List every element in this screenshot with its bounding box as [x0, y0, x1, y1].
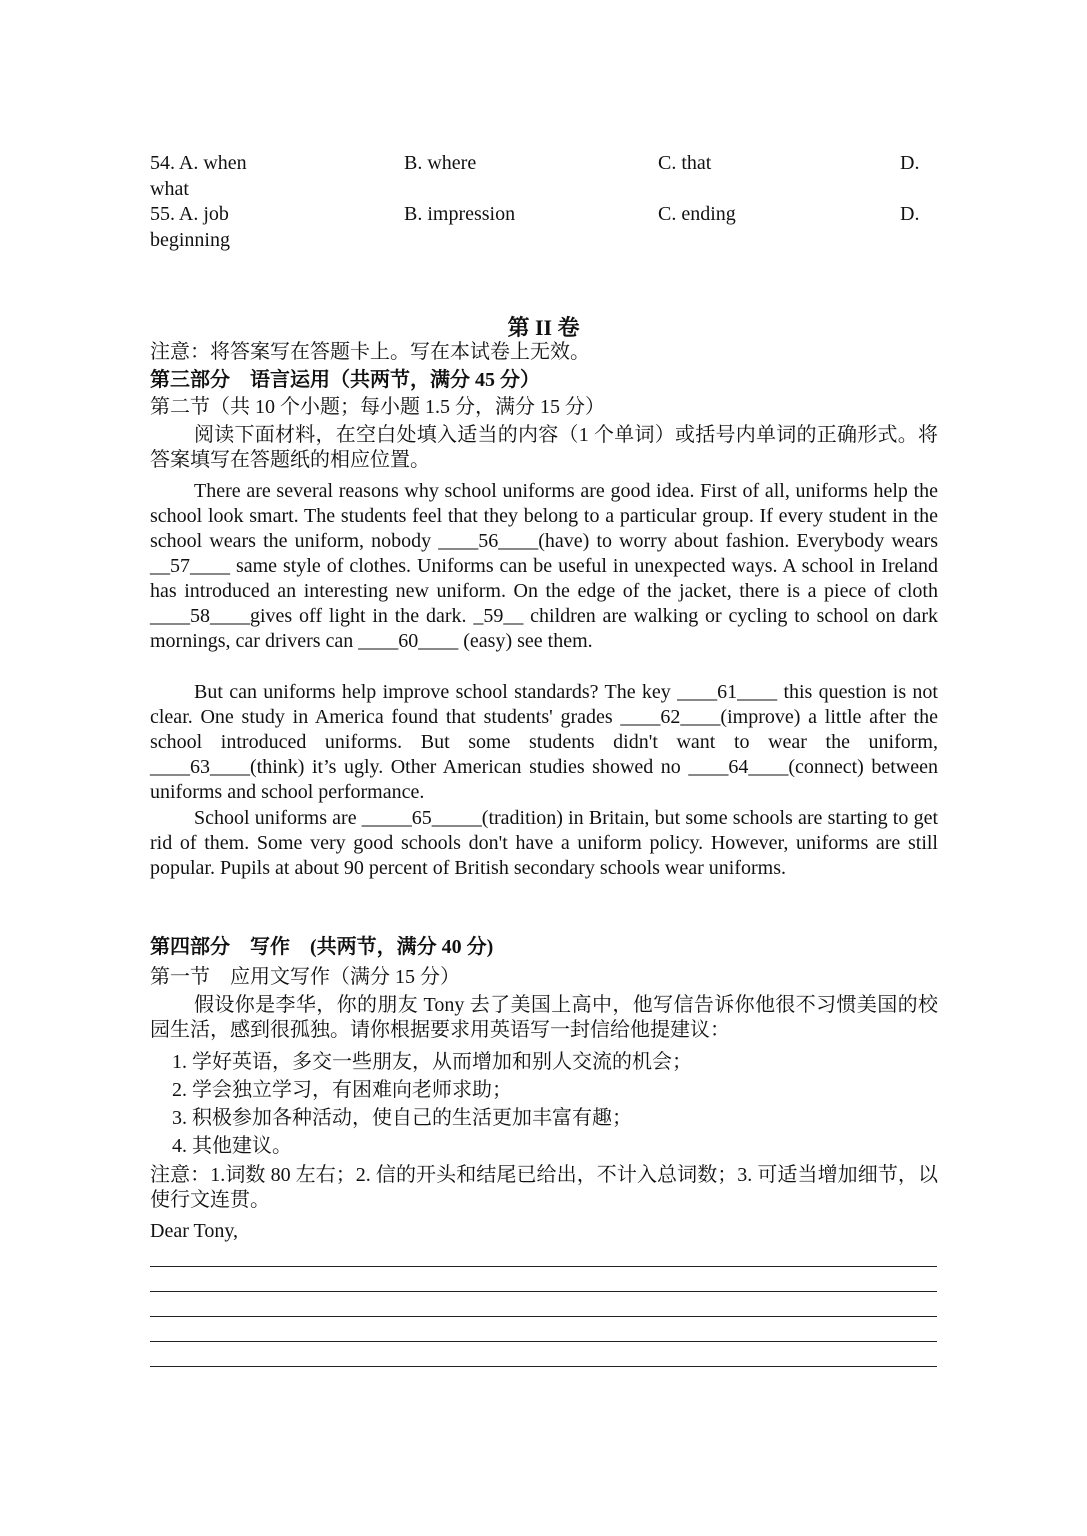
passage-paragraph-2: But can uniforms help improve school standards? The key ____61____ this question is not clear. One study in America found that students' grades ____62____(improve) a little after the school introduced uniforms. But some students didn't want to wear the uniform, ____63____(think) it’s ugly. Other American studies showed no ____64____(connect) between uniforms and school performance. [150, 681, 938, 803]
answer-line [150, 1266, 937, 1267]
part4-title: 第四部分 写作 (共两节，满分 40 分) [150, 936, 494, 958]
option-a: 54. A. when [150, 152, 247, 174]
option-b: B. impression [404, 203, 516, 225]
letter-salutation: Dear Tony, [150, 1220, 239, 1242]
option-c: C. ending [658, 203, 736, 225]
option-d-continued: beginning [150, 229, 230, 251]
answer-line [150, 1291, 937, 1292]
part3-title: 第三部分 语言运用（共两节，满分 45 分） [150, 369, 540, 391]
option-d-continued: what [150, 178, 189, 200]
question-54-options [150, 152, 940, 204]
writing-note: 注意：1.词数 80 左右；2. 信的开头和结尾已给出，不计入总词数；3. 可适当增加细节，以使行文连贯。 [150, 1164, 938, 1211]
answer-line [150, 1366, 937, 1367]
suggestion-item: 4. 其他建议。 [172, 1135, 292, 1157]
option-b: B. where [404, 152, 477, 174]
notice: 注意：将答案写在答题卡上。写在本试卷上无效。 [150, 341, 590, 363]
writing-task: 假设你是李华，你的朋友 Tony 去了美国上高中，他写信告诉你他很不习惯美国的校园生活，感到很孤独。请你根据要求用英语写一封信给他提建议： [150, 994, 938, 1041]
option-c: C. that [658, 152, 712, 174]
part4-subtitle: 第一节 应用文写作（满分 15 分） [150, 966, 460, 988]
part3-subtitle: 第二节（共 10 个小题；每小题 1.5 分，满分 15 分） [150, 396, 605, 418]
instruction: 阅读下面材料，在空白处填入适当的内容（1 个单词）或括号内单词的正确形式。将答案填写在答题纸的相应位置。 [150, 424, 938, 471]
passage-paragraph-1: There are several reasons why school uniforms are good idea. First of all, uniforms help the school look smart. The students feel that they belong to a particular group. If every student in the school wears the uniform, nobody ____56____(have) to worry about fashion. Everybody wears __57____ same style of clothes. Uniforms can be useful in unexpected ways. A school in Ireland has introduced an interesting new uniform. On the edge of the jacket, there is a piece of cloth ____58____gives off light in the dark. _59__ children are walking or cycling to school on dark mornings, car drivers can ____60____ (easy) see them. [150, 480, 938, 652]
passage-paragraph-3: School uniforms are _____65_____(tradition) in Britain, but some schools are starting to get rid of them. Some very good schools don't have a uniform policy. However, uniforms are still popular. Pupils at about 90 percent of British secondary schools wear uniforms. [150, 807, 938, 879]
answer-line [150, 1316, 937, 1317]
option-a: 55. A. job [150, 203, 229, 225]
suggestion-item: 3. 积极参加各种活动，使自己的生活更加丰富有趣； [172, 1107, 632, 1129]
question-55-options [150, 203, 940, 255]
suggestion-item: 1. 学好英语，多交一些朋友，从而增加和别人交流的机会； [172, 1051, 692, 1073]
suggestion-item: 2. 学会独立学习，有困难向老师求助； [172, 1079, 512, 1101]
option-d: D. [900, 203, 920, 225]
option-d: D. [900, 152, 920, 174]
answer-line [150, 1341, 937, 1342]
volume-title: 第 II 卷 [507, 315, 580, 340]
